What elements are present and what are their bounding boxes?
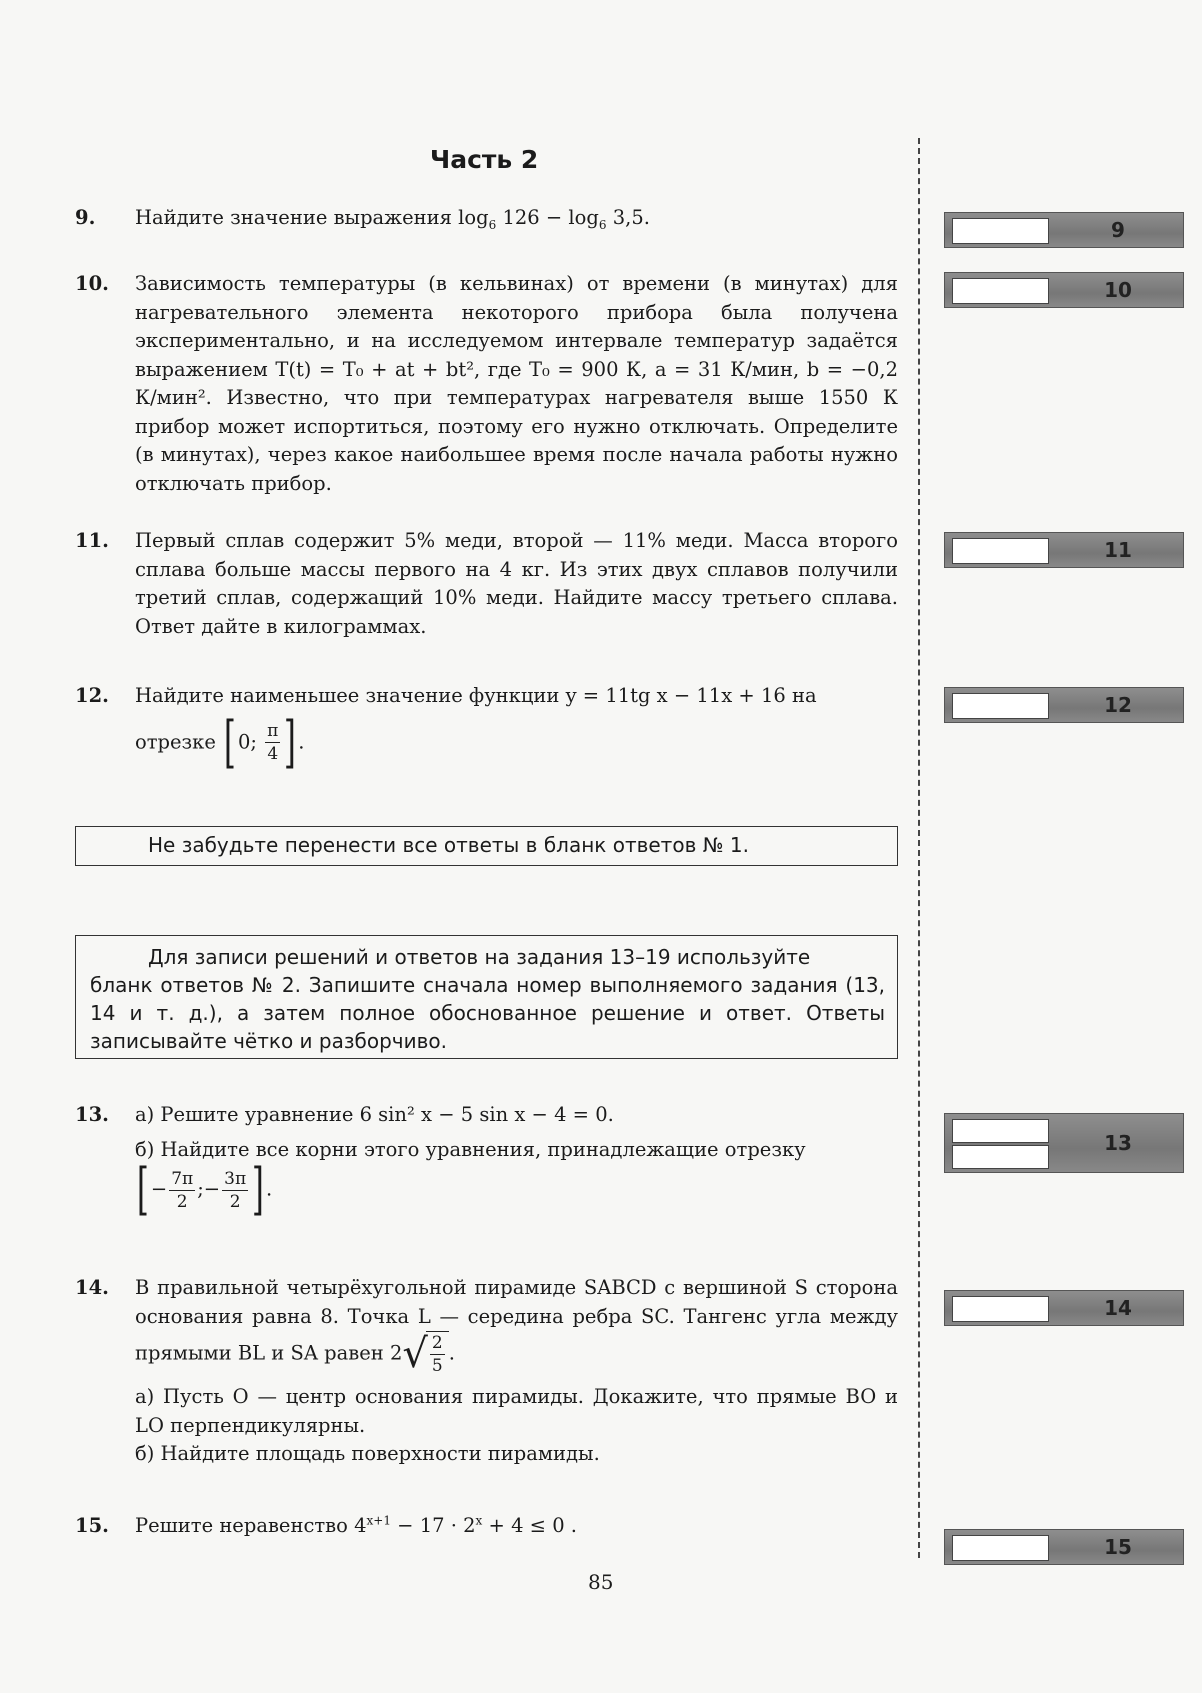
task-11 xyxy=(75,527,898,641)
transfer-note: Не забудьте перенести все ответы в бланк ответов № 1. xyxy=(75,826,898,866)
task-formula: T(t) = T₀ + at + bt², где T₀ = 900 К, a = 31 К/мин, b = −0,2 К/мин². xyxy=(135,357,898,409)
task-13 xyxy=(75,1101,898,1222)
answer-field-a[interactable] xyxy=(952,1119,1049,1143)
answer-slot-12 xyxy=(944,687,1184,723)
answer-slot-label: 13 xyxy=(1104,1131,1132,1155)
answer-slot-label: 9 xyxy=(1111,218,1125,242)
answer-slot-11 xyxy=(944,532,1184,568)
task-part-a: а) Решите уравнение 6 sin² x − 5 sin x − 4 = 0. xyxy=(135,1103,614,1126)
task-number: 11. xyxy=(75,529,109,552)
answer-field[interactable] xyxy=(952,693,1049,719)
answer-slot-15 xyxy=(944,1529,1184,1565)
answer-slot-9 xyxy=(944,212,1184,248)
task-text: Решите неравенство $4^{x+1} - 17 \cdot 2^x + 4 \le 0$ . xyxy=(135,1513,578,1537)
task-part-b: б) Найдите площадь поверхности пирамиды. xyxy=(135,1442,600,1465)
task-text: а) Решите уравнение 6 sin² x − 5 sin x − 4 = 0. б) Найдите все корни этого уравнения, принадлежащие отрезку [− $\frac{7\pi}{2}$ ;− $\frac{3\pi}{2}$ ]. xyxy=(135,1101,898,1218)
answer-slot-label: 11 xyxy=(1104,538,1132,562)
task-12 xyxy=(75,682,898,775)
answer-slot-14 xyxy=(944,1290,1184,1326)
answer-field[interactable] xyxy=(952,538,1049,564)
task-number: 15. xyxy=(75,1514,109,1537)
fraction: $\frac{\pi}{4}$ xyxy=(267,721,279,764)
task-part-b: б) Найдите все корни этого уравнения, принадлежащие отрезку xyxy=(135,1137,806,1161)
answer-field[interactable] xyxy=(952,1535,1049,1561)
task-15 xyxy=(75,1512,898,1541)
task-10 xyxy=(75,270,898,498)
task-9 xyxy=(75,204,898,233)
page-number: 85 xyxy=(588,1570,614,1594)
answer-field[interactable] xyxy=(952,278,1049,304)
task-text: Зависимость температуры (в кельвинах) от времени (в минутах) для нагревательного элемента некоторого прибора была получена экспериментально, и на исследуемом интервале температур задаётся выражением T(t) = T₀ + at + bt², где T₀ = 900 К, a = 31 К/мин, b = −0,2 К/мин². Известно, что при температурах нагревателя выше 1550 К прибор может испортиться, поэтому его нужно отключать. Определите (в минутах), через какое наибольшее время после начала работы нужно отключать прибор. xyxy=(135,272,898,495)
task-text: Найдите значение выражения $\log_6 126 - \log_6 3,5$. xyxy=(135,206,650,232)
fraction: $\frac{7\pi}{2}$ xyxy=(171,1168,194,1212)
cut-line xyxy=(918,138,920,1558)
answer-slot-label: 10 xyxy=(1104,278,1132,302)
task-text: Первый сплав содержит 5% меди, второй — 11% меди. Масса второго сплава больше массы первого на 4 кг. Из этих двух сплавов получили третий сплав, содержащий 10% меди. Найдите массу третьего сплава. Ответ дайте в килограммах. xyxy=(135,529,898,638)
task-number: 9. xyxy=(75,206,96,229)
task-number: 14. xyxy=(75,1276,109,1299)
task-part-a: а) Пусть O — центр основания пирамиды. Докажите, что прямые BO и LO перпендикулярны. xyxy=(135,1385,898,1437)
answer-slot-label: 14 xyxy=(1104,1296,1132,1320)
answer-slot-10 xyxy=(944,272,1184,308)
answer-field[interactable] xyxy=(952,1296,1049,1322)
page-title: Часть 2 xyxy=(430,145,539,174)
answer-slot-label: 12 xyxy=(1104,693,1132,717)
task-number: 13. xyxy=(75,1103,109,1126)
task-14 xyxy=(75,1274,898,1469)
task-text: Найдите наименьшее значение функции y = 11tg x − 11x + 16 на отрезке [0; $\frac{\pi}{4}$ ]. xyxy=(135,684,817,775)
answer-slot-13 xyxy=(944,1113,1184,1173)
instructions-note: Для записи решений и ответов на задания 13–19 используйте бланк ответов № 2. Запишите сначала номер выполняемого задания (13, 14 и т. д.), а затем полное обоснованное решение и ответ. Ответы записывайте чётко и разборчиво. xyxy=(75,935,898,1059)
square-root: √ $\frac{2}{5}$ xyxy=(402,1331,448,1377)
answer-field-b[interactable] xyxy=(952,1145,1049,1169)
task-number: 12. xyxy=(75,684,109,707)
task-number: 10. xyxy=(75,272,109,295)
task-text: В правильной четырёхугольной пирамиде SABCD с вершиной S сторона основания равна 8. Точка L — середина ребра SC. Тангенс угла между прямыми BL и SA равен 2 √ $\frac{2}{5}$ . а) Пусть O — центр основания пирамиды. Докажите, что прямые BO и LO перпендикулярны. б) Найдите площадь поверхности пирамиды. xyxy=(135,1274,898,1469)
fraction: $\frac{3\pi}{2}$ xyxy=(224,1168,247,1212)
answer-field[interactable] xyxy=(952,218,1049,244)
answer-slot-label: 15 xyxy=(1104,1535,1132,1559)
